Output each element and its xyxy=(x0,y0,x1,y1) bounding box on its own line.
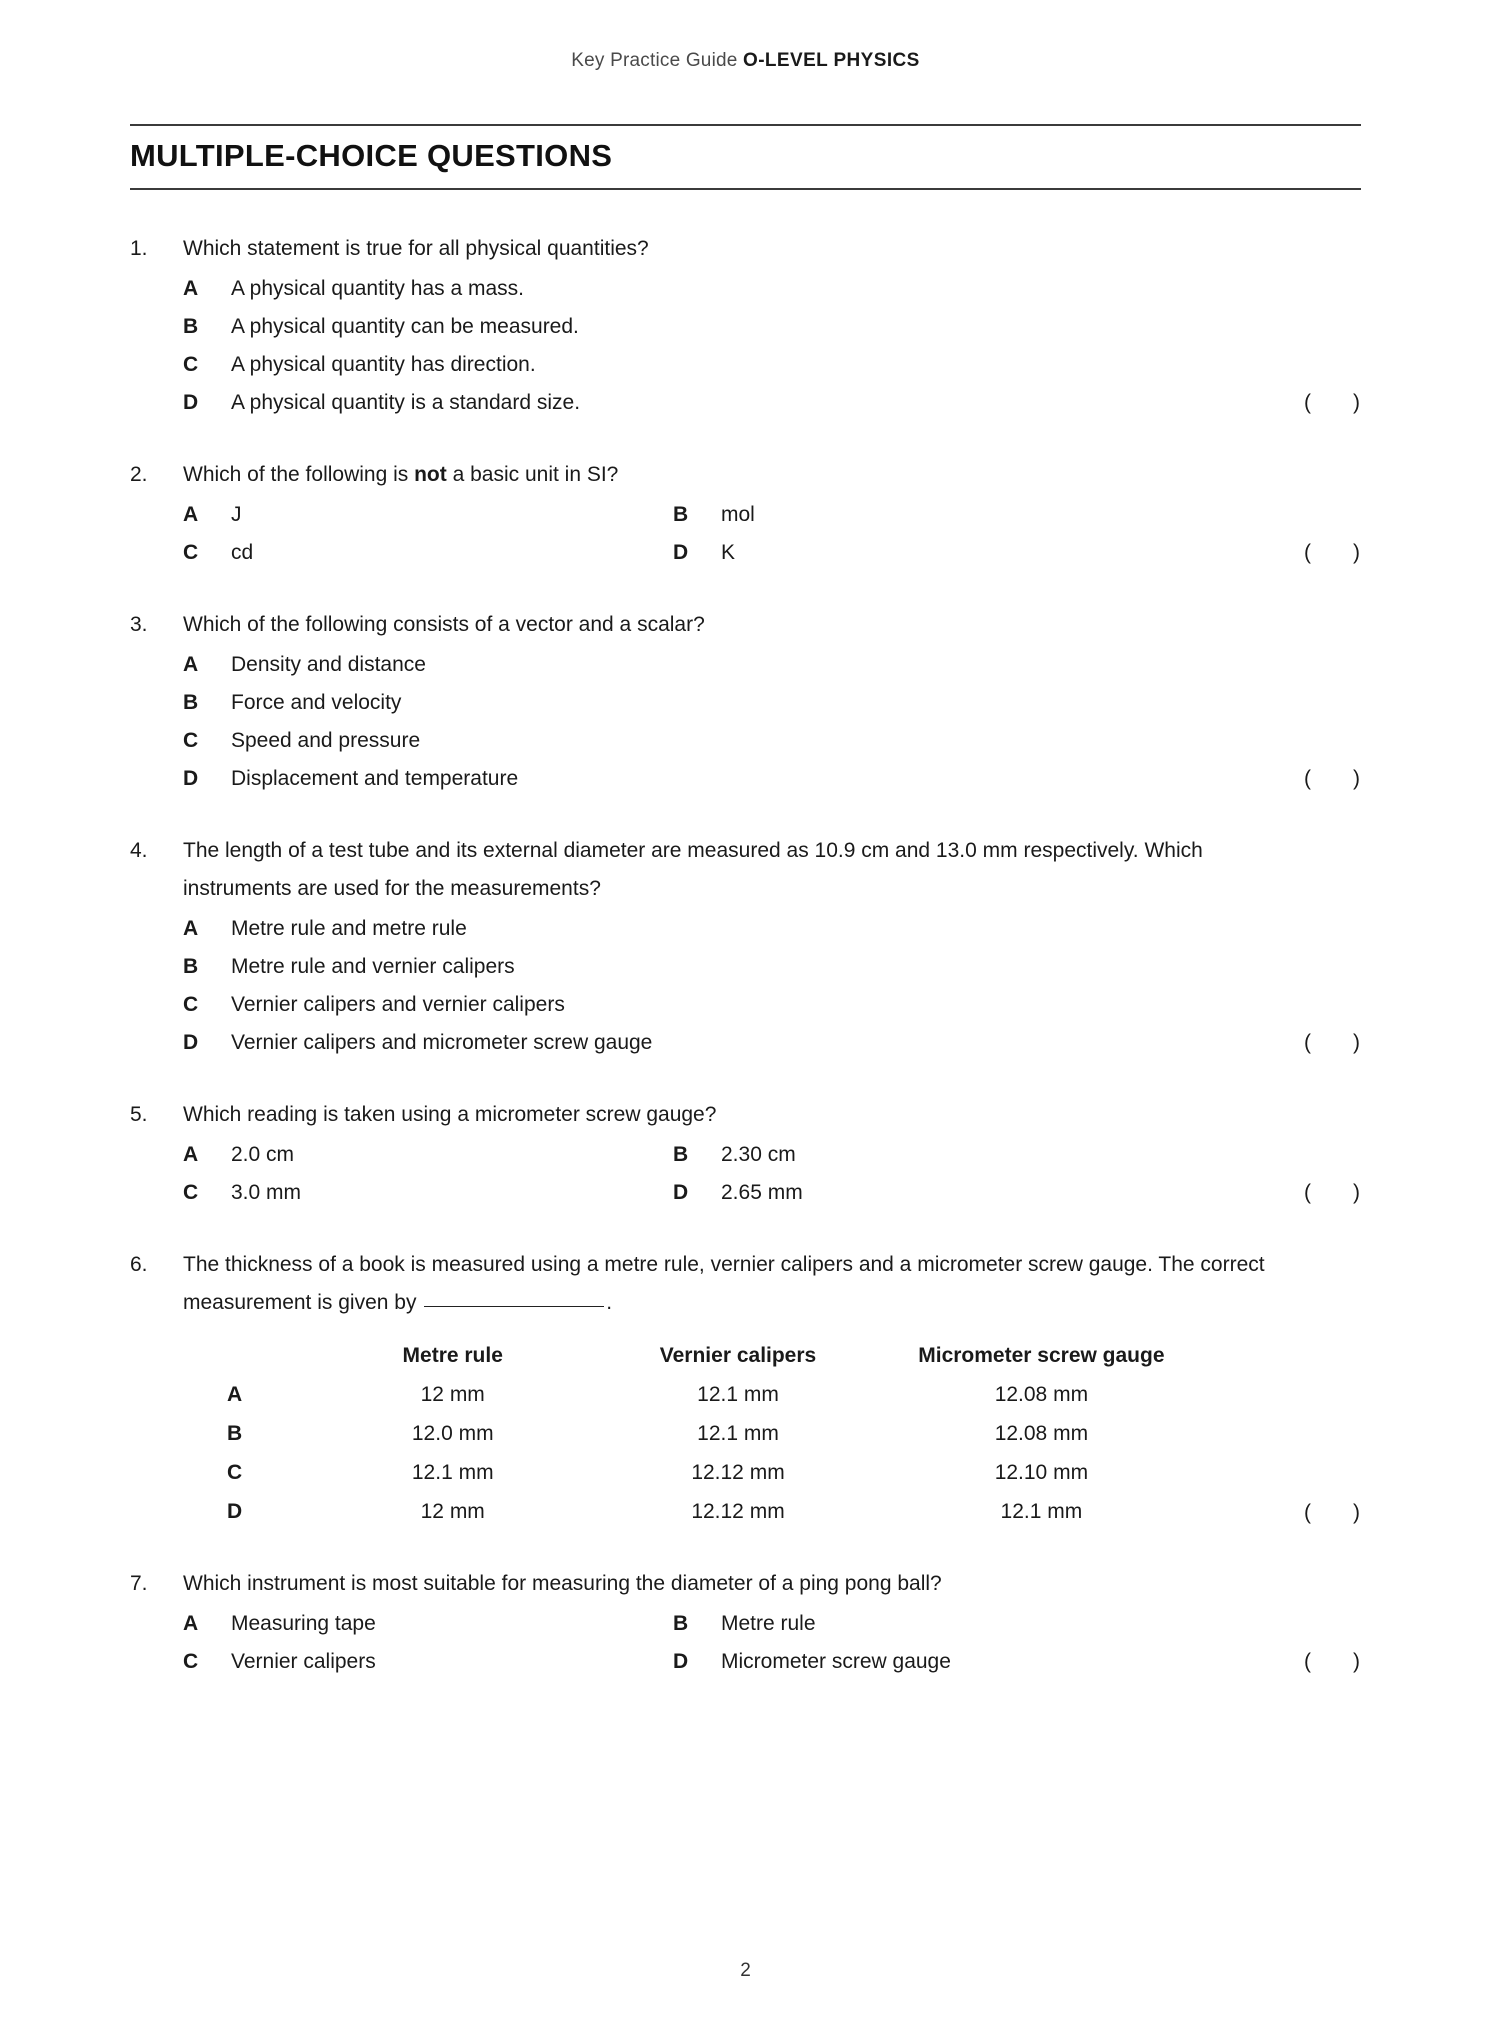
question-body xyxy=(183,230,1361,422)
question-stem: Which of the following consists of a vector and a scalar? xyxy=(183,613,705,636)
option-label: B xyxy=(673,1612,689,1635)
table-cell: 12.0 mm xyxy=(411,1422,494,1445)
question-body xyxy=(183,456,1361,572)
table-row[interactable] xyxy=(183,1414,1203,1453)
question-body xyxy=(183,1565,1361,1681)
table-header-row xyxy=(183,1336,1203,1375)
option-text: A physical quantity has direction. xyxy=(231,353,536,376)
option-text: Vernier calipers xyxy=(231,1650,376,1673)
running-head-series: Key Practice Guide xyxy=(571,50,738,71)
page-title: MULTIPLE-CHOICE QUESTIONS xyxy=(130,138,613,173)
option-text: Force and velocity xyxy=(231,691,402,714)
question-item xyxy=(130,1565,1361,1681)
option-text: 2.30 cm xyxy=(721,1143,796,1166)
option-text: A physical quantity has a mass. xyxy=(231,277,524,300)
option-text: K xyxy=(721,541,736,564)
option-label: D xyxy=(183,767,199,790)
answer-bracket[interactable]: ( ) xyxy=(1304,541,1361,564)
question-stem xyxy=(183,456,1313,494)
question-item xyxy=(130,230,1361,422)
option-row[interactable] xyxy=(183,534,673,572)
answer-bracket[interactable]: ( ) xyxy=(1304,767,1361,790)
option-label: D xyxy=(673,1181,689,1204)
option-label: B xyxy=(673,1143,689,1166)
option-list xyxy=(183,646,1361,798)
section-title-band xyxy=(130,124,1361,190)
table-header-micrometer: Micrometer screw gauge xyxy=(918,1344,1165,1367)
option-list xyxy=(183,496,1361,572)
option-text: Vernier calipers and micrometer screw gauge xyxy=(231,1031,653,1054)
table-cell: 12.08 mm xyxy=(994,1422,1089,1445)
option-row[interactable] xyxy=(673,534,1361,572)
option-row[interactable] xyxy=(183,384,1361,422)
option-text: Metre rule and metre rule xyxy=(231,917,467,940)
option-text: A physical quantity can be measured. xyxy=(231,315,579,338)
option-text: Micrometer screw gauge xyxy=(721,1650,951,1673)
option-text: 2.65 mm xyxy=(721,1181,803,1204)
option-text: cd xyxy=(231,541,254,564)
option-label: A xyxy=(183,1143,199,1166)
option-label: D xyxy=(673,541,689,564)
option-row[interactable] xyxy=(183,496,673,534)
question-stem: Which statement is true for all physical quantities? xyxy=(183,237,649,260)
option-row[interactable] xyxy=(183,1605,673,1643)
option-text: Metre rule xyxy=(721,1612,816,1635)
option-text: Measuring tape xyxy=(231,1612,376,1635)
answer-bracket[interactable]: ( ) xyxy=(1304,1650,1361,1673)
question-stem-pre: The thickness of a book is measured using a metre rule, vernier calipers and a micrometer screw gauge. The correct measurement is given by xyxy=(183,1253,1265,1314)
option-row[interactable] xyxy=(183,986,1361,1024)
question-stem: The length of a test tube and its external diameter are measured as 10.9 cm and 13.0 mm respectively. Which instruments are used for the measurements? xyxy=(183,839,1203,900)
answer-bracket[interactable]: ( ) xyxy=(1304,1181,1361,1204)
option-label: D xyxy=(227,1500,243,1523)
table-cell: 12.1 mm xyxy=(697,1383,779,1406)
question-stem: Which reading is taken using a micrometer screw gauge? xyxy=(183,1103,717,1126)
option-label: B xyxy=(183,955,199,978)
question-number: 6. xyxy=(130,1253,148,1276)
option-list xyxy=(183,1136,1361,1212)
question-number: 1. xyxy=(130,237,148,260)
option-row[interactable] xyxy=(673,1605,1361,1643)
option-label: A xyxy=(183,653,199,676)
option-row[interactable] xyxy=(183,760,1361,798)
option-label: A xyxy=(183,1612,199,1635)
table-cell: 12.12 mm xyxy=(691,1500,785,1523)
question-item xyxy=(130,1246,1361,1531)
option-row[interactable] xyxy=(183,910,1361,948)
table-cell: 12 mm xyxy=(420,1383,485,1406)
table-header-blank xyxy=(183,1336,309,1375)
question-body xyxy=(183,1096,1361,1212)
question-item xyxy=(130,1096,1361,1212)
option-label: A xyxy=(227,1383,243,1406)
option-row[interactable] xyxy=(183,346,1361,384)
running-head-subject: O-LEVEL PHYSICS xyxy=(743,50,920,71)
question-item xyxy=(130,606,1361,798)
question-stem xyxy=(183,1246,1313,1322)
comparison-table xyxy=(183,1336,1203,1531)
answer-bracket[interactable]: ( ) xyxy=(1304,1031,1361,1054)
table-row[interactable] xyxy=(183,1375,1203,1414)
option-text: Density and distance xyxy=(231,653,426,676)
option-row[interactable] xyxy=(183,1024,1361,1062)
question-stem-post: a basic unit in SI? xyxy=(446,463,619,486)
option-label: B xyxy=(227,1422,243,1445)
question-body xyxy=(183,832,1361,1062)
answer-bracket[interactable]: ( ) xyxy=(1304,1501,1361,1524)
option-label: A xyxy=(183,503,199,526)
option-row[interactable] xyxy=(673,1643,1361,1681)
question-number: 7. xyxy=(130,1572,148,1595)
table-cell: 12.1 mm xyxy=(697,1422,779,1445)
table-row[interactable] xyxy=(183,1492,1203,1531)
table-cell: 12.1 mm xyxy=(1000,1500,1083,1523)
option-text: A physical quantity is a standard size. xyxy=(231,391,581,414)
question-stem-post: . xyxy=(606,1291,613,1314)
option-row[interactable] xyxy=(183,684,1361,722)
option-label: D xyxy=(673,1650,689,1673)
option-row[interactable] xyxy=(183,308,1361,346)
option-label: B xyxy=(183,691,199,714)
option-row[interactable] xyxy=(673,1174,1361,1212)
questions-list xyxy=(130,230,1361,1681)
table-header-vernier-calipers: Vernier calipers xyxy=(659,1344,817,1367)
option-label: C xyxy=(183,1650,199,1673)
option-row[interactable] xyxy=(183,1136,673,1174)
option-text: 3.0 mm xyxy=(231,1181,302,1204)
option-text: Vernier calipers and vernier calipers xyxy=(231,993,565,1016)
option-label: C xyxy=(183,729,199,752)
option-label: A xyxy=(183,277,199,300)
option-label: C xyxy=(227,1461,243,1484)
option-row[interactable] xyxy=(183,722,1361,760)
question-body xyxy=(183,606,1361,798)
option-row[interactable] xyxy=(673,1136,1361,1174)
option-list xyxy=(183,270,1361,422)
question-number: 4. xyxy=(130,839,148,862)
option-text: 2.0 cm xyxy=(231,1143,295,1166)
option-label: B xyxy=(673,503,689,526)
table-cell: 12.08 mm xyxy=(994,1383,1089,1406)
fill-in-blank[interactable] xyxy=(424,1306,604,1307)
table-cell: 12.1 mm xyxy=(411,1461,494,1484)
option-row[interactable] xyxy=(183,1174,673,1212)
question-stem-pre: Which of the following is xyxy=(183,463,415,486)
answer-bracket[interactable]: ( ) xyxy=(1304,391,1361,414)
option-label: C xyxy=(183,1181,199,1204)
table-row[interactable] xyxy=(183,1453,1203,1492)
option-text: mol xyxy=(721,503,755,526)
question-body xyxy=(183,1246,1361,1531)
option-label: C xyxy=(183,541,199,564)
question-item xyxy=(130,832,1361,1062)
option-row[interactable] xyxy=(673,496,1361,534)
option-row[interactable] xyxy=(183,948,1361,986)
option-text: Metre rule and vernier calipers xyxy=(231,955,515,978)
option-text: Displacement and temperature xyxy=(231,767,519,790)
table-cell: 12.10 mm xyxy=(994,1461,1089,1484)
option-row[interactable] xyxy=(183,646,1361,684)
table-cell: 12 mm xyxy=(420,1500,485,1523)
question-item xyxy=(130,456,1361,572)
running-head xyxy=(0,0,1491,72)
question-stem: Which instrument is most suitable for measuring the diameter of a ping pong ball? xyxy=(183,1572,942,1595)
question-stem-emphasis: not xyxy=(414,463,447,486)
option-label: C xyxy=(183,353,199,376)
option-row[interactable] xyxy=(183,270,1361,308)
option-row[interactable] xyxy=(183,1643,673,1681)
page-number: 2 xyxy=(740,1960,751,1981)
option-label: D xyxy=(183,1031,199,1054)
option-list xyxy=(183,1605,1361,1681)
table-header-metre-rule: Metre rule xyxy=(402,1344,503,1367)
option-label: B xyxy=(183,315,199,338)
option-text: Speed and pressure xyxy=(231,729,421,752)
question-number: 2. xyxy=(130,463,148,486)
question-number: 3. xyxy=(130,613,148,636)
option-text: J xyxy=(231,503,242,526)
option-label: A xyxy=(183,917,199,940)
option-list xyxy=(183,910,1361,1062)
question-number: 5. xyxy=(130,1103,148,1126)
table-cell: 12.12 mm xyxy=(691,1461,785,1484)
option-label: D xyxy=(183,391,199,414)
option-label: C xyxy=(183,993,199,1016)
